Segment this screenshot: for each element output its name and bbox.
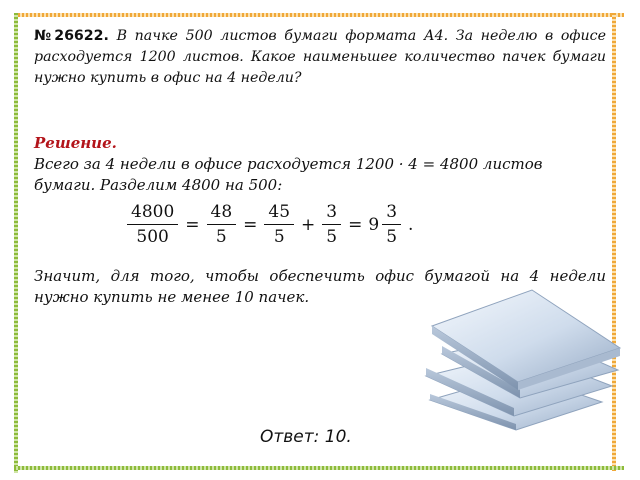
equals-sign: = bbox=[243, 214, 258, 235]
frame-bottom-border bbox=[14, 466, 624, 470]
equals-sign: = bbox=[348, 214, 363, 235]
fraction-3-5 bbox=[322, 202, 341, 247]
fraction-48-5 bbox=[207, 202, 237, 247]
plus-sign: + bbox=[301, 214, 316, 235]
numerator: 45 bbox=[264, 202, 294, 225]
frame-left-border bbox=[14, 13, 18, 473]
frame-top-border bbox=[14, 13, 624, 17]
denominator: 5 bbox=[386, 227, 398, 247]
problem-statement bbox=[34, 26, 606, 89]
numerator: 3 bbox=[382, 202, 401, 225]
denominator: 500 bbox=[136, 227, 169, 247]
division-formula bbox=[124, 202, 417, 247]
numerator: 3 bbox=[322, 202, 341, 225]
solution-title: Решение. bbox=[34, 134, 117, 152]
problem-text: В пачке 500 листов бумаги формата А4. За неделю в офисе расходуется 1200 листов. Какое наименьшее количество пачек бумаги нужно купить в офис на 4 недели? bbox=[34, 28, 606, 86]
numerator: 4800 bbox=[127, 202, 178, 225]
equals-sign: = bbox=[185, 214, 200, 235]
mixed-whole-part: 9 bbox=[368, 214, 380, 235]
denominator: 5 bbox=[215, 227, 227, 247]
paper-stack-icon bbox=[420, 282, 630, 432]
denominator: 5 bbox=[326, 227, 338, 247]
conclusion-text: Значит, для того, чтобы обеспечить офис бумагой на 4 недели нужно купить не менее 10 пачек. bbox=[34, 267, 606, 306]
mixed-fraction-3-5 bbox=[382, 202, 401, 247]
fraction-45-5 bbox=[264, 202, 294, 247]
fraction-4800-500 bbox=[127, 202, 178, 247]
denominator: 5 bbox=[273, 227, 285, 247]
problem-number: №26622. bbox=[34, 28, 109, 44]
answer-text: Ответ: 10. bbox=[260, 427, 352, 447]
numerator: 48 bbox=[207, 202, 237, 225]
period: . bbox=[408, 214, 414, 235]
solution-text: Всего за 4 недели в офисе расходуется 1200 · 4 = 4800 листов бумаги. Разделим 4800 на 500: bbox=[34, 155, 543, 194]
